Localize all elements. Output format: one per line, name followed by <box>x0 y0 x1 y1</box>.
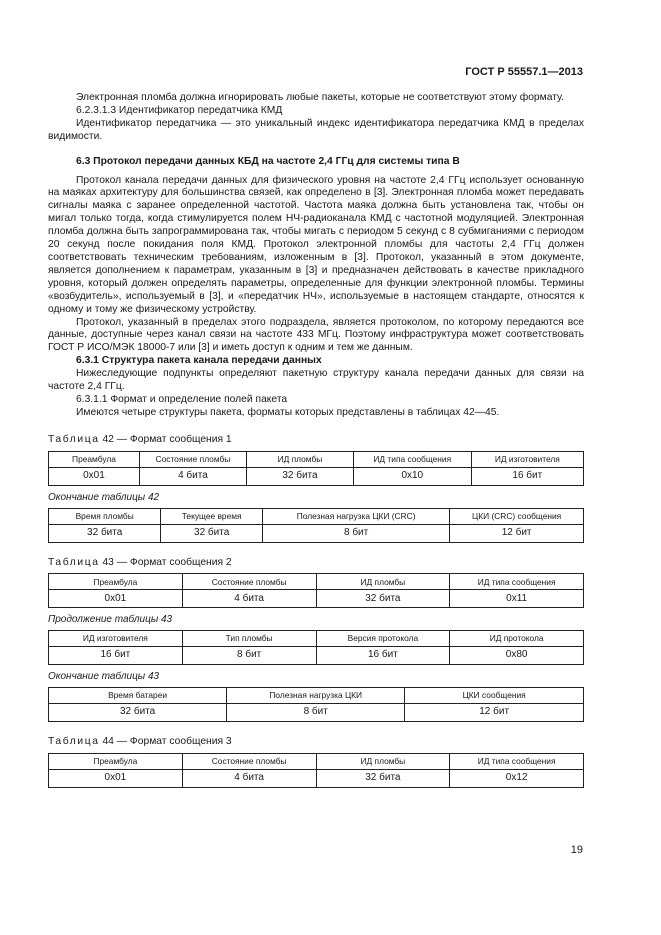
table-42 <box>48 451 584 486</box>
table-caption <box>48 557 584 570</box>
table-continuation-label: Продолжение таблицы 43 <box>48 614 173 626</box>
table-cell: 8 бит <box>262 524 449 542</box>
table-row <box>49 770 584 788</box>
table-header-cell: Преамбула <box>49 754 183 770</box>
table-cell: 0x01 <box>49 590 183 608</box>
table-continuation-label: Окончание таблицы 42 <box>48 491 160 503</box>
table-cell: 8 бит <box>227 704 405 722</box>
table-43-cont <box>48 630 584 665</box>
table-cell: 0x01 <box>49 467 140 485</box>
table-header-cell: ИД пломбы <box>246 451 353 467</box>
document-header: ГОСТ Р 55557.1—2013 <box>465 66 583 78</box>
table-cell: 32 бита <box>316 590 450 608</box>
table-header-cell: ИД пломбы <box>316 574 450 590</box>
table-header-row <box>49 754 584 770</box>
table-cell: 12 бит <box>450 524 584 542</box>
subsection-heading: 6.3.1 Структура пакета канала передачи данных <box>76 355 322 367</box>
table-header-cell: ИД изготовителя <box>49 631 183 647</box>
table-header-row <box>49 688 584 704</box>
table-cell: 16 бит <box>471 467 583 485</box>
table-row <box>49 467 584 485</box>
table-cell: 4 бита <box>182 590 316 608</box>
table-cell: 4 бита <box>182 770 316 788</box>
table-cell: 0x11 <box>450 590 584 608</box>
paragraph: Имеются четыре структуры пакета, форматы которых представлены в таблицах 42—45. <box>76 406 500 418</box>
table-header-cell: Преамбула <box>49 574 183 590</box>
table-44 <box>48 753 584 788</box>
table-cell: 8 бит <box>182 647 316 665</box>
table-42-end <box>48 508 584 543</box>
table-header-cell: ИД пломбы <box>316 754 450 770</box>
table-row <box>49 704 584 722</box>
table-43-end <box>48 687 584 722</box>
table-header-cell: Состояние пломбы <box>182 574 316 590</box>
table-cell: 32 бита <box>49 704 227 722</box>
table-header-cell: ИД типа сообщения <box>450 754 584 770</box>
table-header-row <box>49 631 584 647</box>
table-header-row <box>49 574 584 590</box>
table-cell: 12 бит <box>405 704 584 722</box>
table-cell: 0x01 <box>49 770 183 788</box>
table-header-cell: Преамбула <box>49 451 140 467</box>
paragraph: Протокол, указанный в пределах этого подраздела, является протоколом, по которому передаются все данные, доступные через канал связи на частоте 433 МГц. Поэтому инфраструктура может соответствовать ГОСТ Р ИСО/МЭК 18000-7 или [3] и иметь доступ к одним и тем же данным. <box>48 316 584 354</box>
table-row <box>49 524 584 542</box>
table-header-cell: ИД типа сообщения <box>353 451 471 467</box>
table-cell: 32 бита <box>246 467 353 485</box>
paragraph: Электронная пломба должна игнорировать любые пакеты, которые не соответствуют этому формату. <box>76 92 565 103</box>
table-header-cell: ЦКИ сообщения <box>405 688 584 704</box>
clause-number: 6.3.1.1 Формат и определение полей пакета <box>76 393 288 405</box>
table-cell: 32 бита <box>316 770 450 788</box>
table-header-cell: ИД изготовителя <box>471 451 583 467</box>
table-cell: 0x10 <box>353 467 471 485</box>
table-header-row <box>49 451 584 467</box>
table-caption-text: 43 — Формат сообщения 2 <box>99 556 232 568</box>
table-caption-label: Таблица <box>48 736 100 748</box>
table-cell: 0x12 <box>450 770 584 788</box>
table-caption <box>48 736 584 749</box>
table-header-cell: Время батареи <box>49 688 227 704</box>
table-caption-text: 44 — Формат сообщения 3 <box>99 736 232 748</box>
table-caption-label: Таблица <box>48 433 100 445</box>
table-header-cell: ИД протокола <box>450 631 584 647</box>
paragraph: Протокол канала передачи данных для физического уровня на частоте 2,4 ГГц использует основанную на маяках архитектуру для большинства связей, как определено в [3]. Электронная пломба может передавать сигналы маяка с заранее определенной частотой. Частота маяка должна быть установлена так, чтобы он мигал только тогда, когда стимулируется полем НЧ-радиоканала КМД с частотной модуляцией. Электронная пломба должна быть запрограммирована так, чтобы мигать с периодом 5 секунд с 8 субмиганиями с периодом 20 секунд после покидания поля КМД. Протокол электронной пломбы для частоты 2,4 ГГц должен соответствовать техническим требованиям, изложенным в [3]. Протокол, указанный в этом документе, является дополнением к параметрам, указанным в [3] и предназначен действовать в качестве прикладного уровня, который должен определять параметры, определенные для функции электронной пломбы. Термины «возбудитель», используемый в [3], и «передатчик НЧ», используемые в настоящем стандарте, относятся к одному и тому же физическому устройству. <box>48 174 584 315</box>
page-number: 19 <box>570 844 583 856</box>
table-header-cell: Полезная нагрузка ЦКИ <box>227 688 405 704</box>
table-caption-label: Таблица <box>48 556 100 568</box>
section-heading: 6.3 Протокол передачи данных КБД на частоте 2,4 ГГц для системы типа В <box>76 155 460 167</box>
table-cell: 16 бит <box>316 647 450 665</box>
table-header-cell: Состояние пломбы <box>182 754 316 770</box>
page-content <box>48 92 584 788</box>
table-cell: 16 бит <box>49 647 183 665</box>
table-43 <box>48 573 584 608</box>
table-row <box>49 590 584 608</box>
table-cell: 32 бита <box>49 524 161 542</box>
table-header-cell: ИД типа сообщения <box>450 574 584 590</box>
table-header-cell: Текущее время <box>161 508 263 524</box>
paragraph: Нижеследующие подпункты определяют пакетную структуру канала передачи данных для связи на частоте 2,4 ГГц. <box>48 368 584 393</box>
table-continuation-label: Окончание таблицы 43 <box>48 671 160 683</box>
table-cell: 32 бита <box>161 524 263 542</box>
paragraph: Идентификатор передатчика — это уникальный индекс идентификатора передатчика КМД в пределах видимости. <box>48 117 584 142</box>
table-header-row <box>49 508 584 524</box>
table-caption-text: 42 — Формат сообщения 1 <box>99 433 232 445</box>
clause-number: 6.2.3.1.3 Идентификатор передатчика КМД <box>76 104 283 116</box>
table-header-cell: Состояние пломбы <box>139 451 246 467</box>
table-header-cell: ЦКИ (CRC) сообщения <box>450 508 584 524</box>
table-cell: 4 бита <box>139 467 246 485</box>
table-caption <box>48 434 584 447</box>
table-header-cell: Версия протокола <box>316 631 450 647</box>
table-header-cell: Полезная нагрузка ЦКИ (CRC) <box>262 508 449 524</box>
table-cell: 0x80 <box>450 647 584 665</box>
table-header-cell: Тип пломбы <box>182 631 316 647</box>
table-row <box>49 647 584 665</box>
table-header-cell: Время пломбы <box>49 508 161 524</box>
